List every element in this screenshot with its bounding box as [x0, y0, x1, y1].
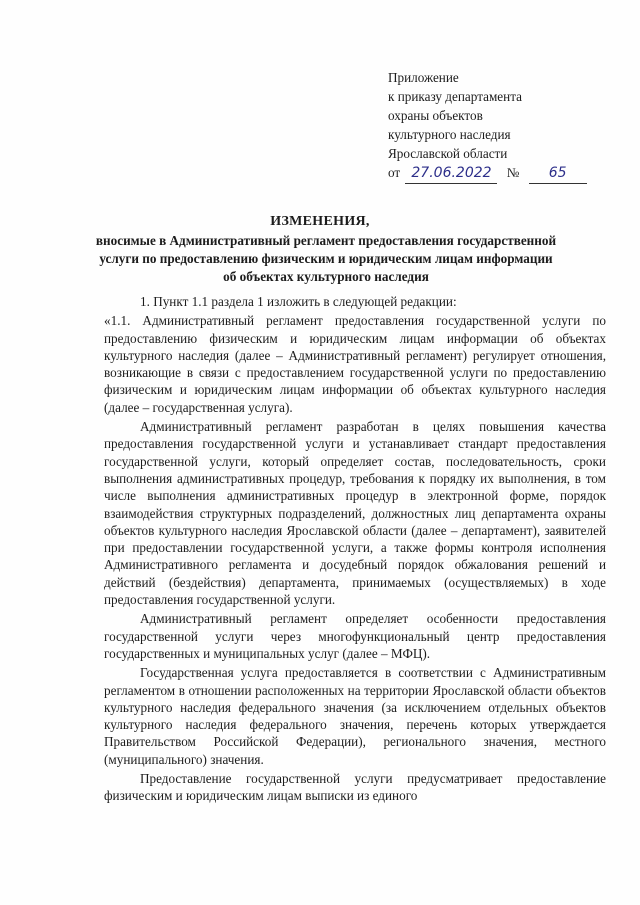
paragraph-0: 1. Пункт 1.1 раздела 1 изложить в следующей редакции:	[140, 294, 457, 309]
appendix-date-line	[388, 163, 587, 184]
appendix-line-5: Ярославской области	[388, 146, 508, 161]
document-title: ИЗМЕНЕНИЯ,	[270, 214, 370, 229]
handwritten-number: 65	[529, 164, 587, 184]
appendix-block	[388, 68, 587, 184]
appendix-line-2: к приказу департамента	[388, 89, 522, 104]
number-label: №	[506, 165, 520, 180]
paragraph-3: Административный регламент определяет особенности предоставления государственной услуги через многофункциональный центр предоставления государственных и муниципальных услуг (далее – МФЦ).	[104, 611, 606, 661]
appendix-line-3: охраны объектов	[388, 108, 483, 123]
paragraph-2: Административный регламент разработан в целях повышения качества предоставления государственной услуги и устанавливает стандарт предоставления государственной услуги, который определяет состав, последовательность, сроки выполнения административных процедур, требования к порядку их выполнения, в том числе выполнения административных процедур в электронной форме, порядок взаимодействия структурных подразделений, должностных лиц департамента охраны объектов культурного наследия Ярославской области (далее – департамент), заявителей при предоставлении государственной услуги, а также формы контроля исполнения Административного регламента и досудебный порядок обжалования решений и действий (бездействия) департамента, принимаемых (осуществляемых) в ходе предоставления государственной услуги.	[104, 419, 606, 608]
document-body	[104, 293, 606, 805]
paragraph-1: «1.1. Административный регламент предоставления государственной услуги по предоставлению физическим и юридическим лицам информации об объектах культурного наследия (далее – Административный регламент) регулирует отношения, возникающие в связи с предоставлением государственной услуги по предоставлению физическим и юридическим лицам информации об объектах культурного наследия (далее – государственная услуга).	[104, 313, 606, 415]
paragraph-5: Предоставление государственной услуги предусматривает предоставление физическим и юридическим лицам выписки из единого	[104, 771, 606, 804]
appendix-line-4: культурного наследия	[388, 127, 511, 142]
from-label: от	[388, 165, 401, 180]
paragraph-4: Государственная услуга предоставляется в соответствии с Административным регламентом в отношении расположенных на территории Ярославской области объектов культурного наследия федерального значения (за исключением отдельных объектов культурного наследия федерального значения, перечень которых утверждается Правительством Российской Федерации), регионального значения, местного (муниципального) значения.	[104, 665, 606, 767]
appendix-line-1: Приложение	[388, 70, 459, 85]
handwritten-date: 27.06.2022	[405, 164, 497, 184]
document-subtitle: вносимые в Административный регламент предоставления государственной услуги по предоставлению физическим и юридическим лицам информации об объектах культурного наследия	[95, 233, 557, 284]
